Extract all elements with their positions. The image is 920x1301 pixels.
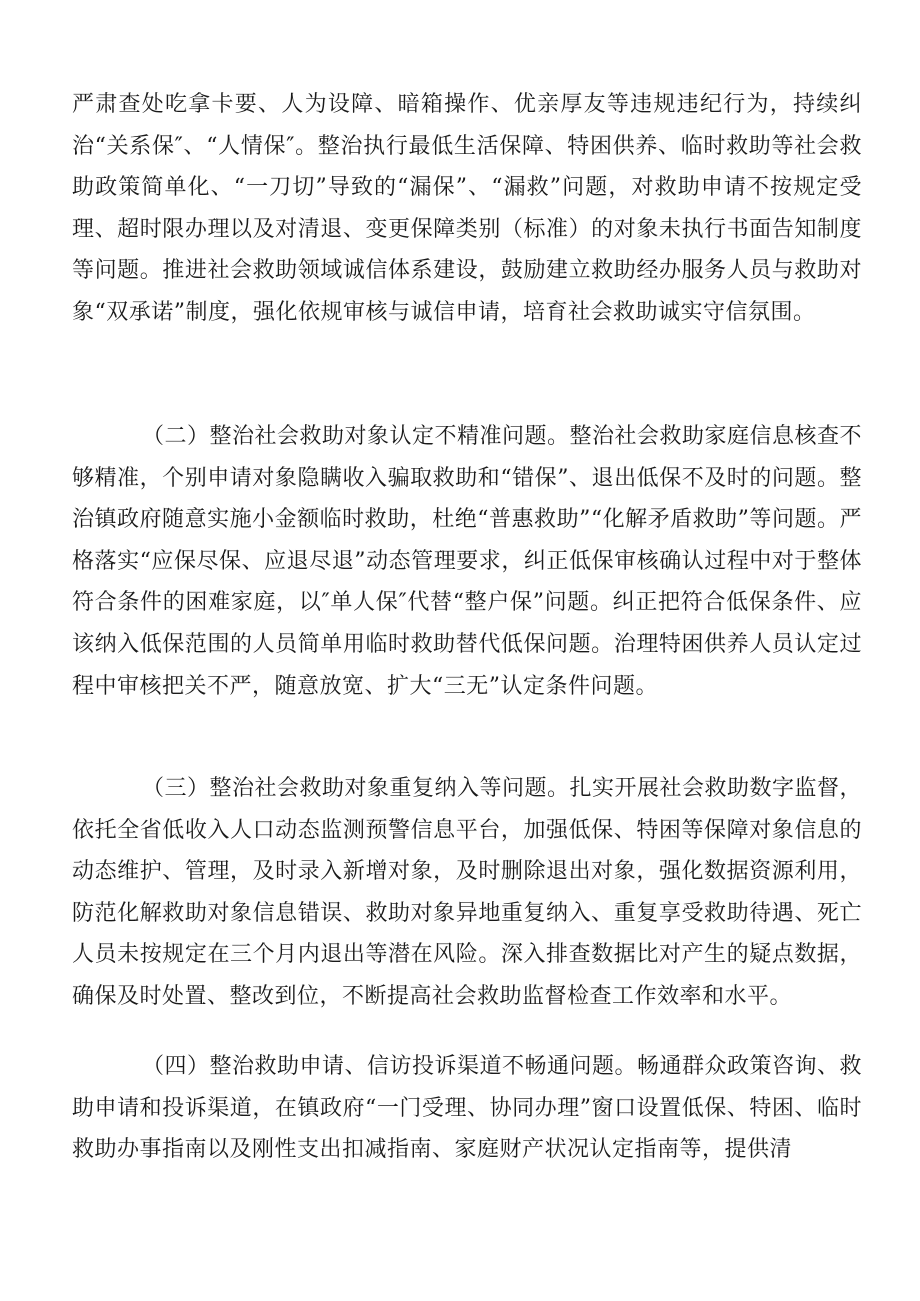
paragraph-section-3: （三）整治社会救助对象重复纳入等问题。扎实开展社会救助数字监督，依托全省低收入人口动态监测预警信息平台，加强低保、特困等保障对象信息的动态维护、管理，及时录入新增对象，及时删除退出对象，强化数据资源利用，防范化解救助对象信息错误、救助对象异地重复纳入、重复享受救助待遇、死亡人员未按规定在三个月内退出等潜在风险。深入排查数据比对产生的疑点数据，确保及时处置、整改到位，不断提高社会救助监督检查工作效率和水平。 xyxy=(72,776,863,1009)
paragraph-section-4: （四）整治救助申请、信访投诉渠道不畅通问题。畅通群众政策咨询、救助申请和投诉渠道，在镇政府“一门受理、协同办理”窗口设置低保、特困、临时救助办事指南以及刚性支出扣减指南、家庭财产状况认定指南等，提供清 xyxy=(72,1054,863,1163)
paragraph-section-2: （二）整治社会救助对象认定不精准问题。整治社会救助家庭信息核查不够精准，个别申请对象隐瞒收入骗取救助和“错保”、退出低保不及时的问题。整治镇政府随意实施小金额临时救助，杜绝“普惠救助”“化解矛盾救助”等问题。严格落实“应保尽保、应退尽退”动态管理要求，纠正低保审核确认过程中对于整体符合条件的困难家庭，以″单人保″代替“整户保”问题。纠正把符合低保条件、应该纳入低保范围的人员简单用临时救助替代低保问题。治理特困供养人员认定过程中审核把关不严，随意放宽、扩大“三无”认定条件问题。 xyxy=(72,424,863,699)
paragraph-continuation: 严肃查处吃拿卡要、人为设障、暗箱操作、优亲厚友等违规违纪行为，持续纠治“关系保″、“人情保″。整治执行最低生活保障、特困供养、临时救助等社会救助政策简单化、“一刀切”导致的“漏保”、“漏救”问题，对救助申请不按规定受理、超时限办理以及对清退、变更保障类别（标准）的对象未执行书面告知制度等问题。推进社会救助领域诚信体系建设，鼓励建立救助经办服务人员与救助对象“双承诺”制度，强化依规审核与诚信申请，培育社会救助诚实守信氛围。 xyxy=(72,92,862,325)
